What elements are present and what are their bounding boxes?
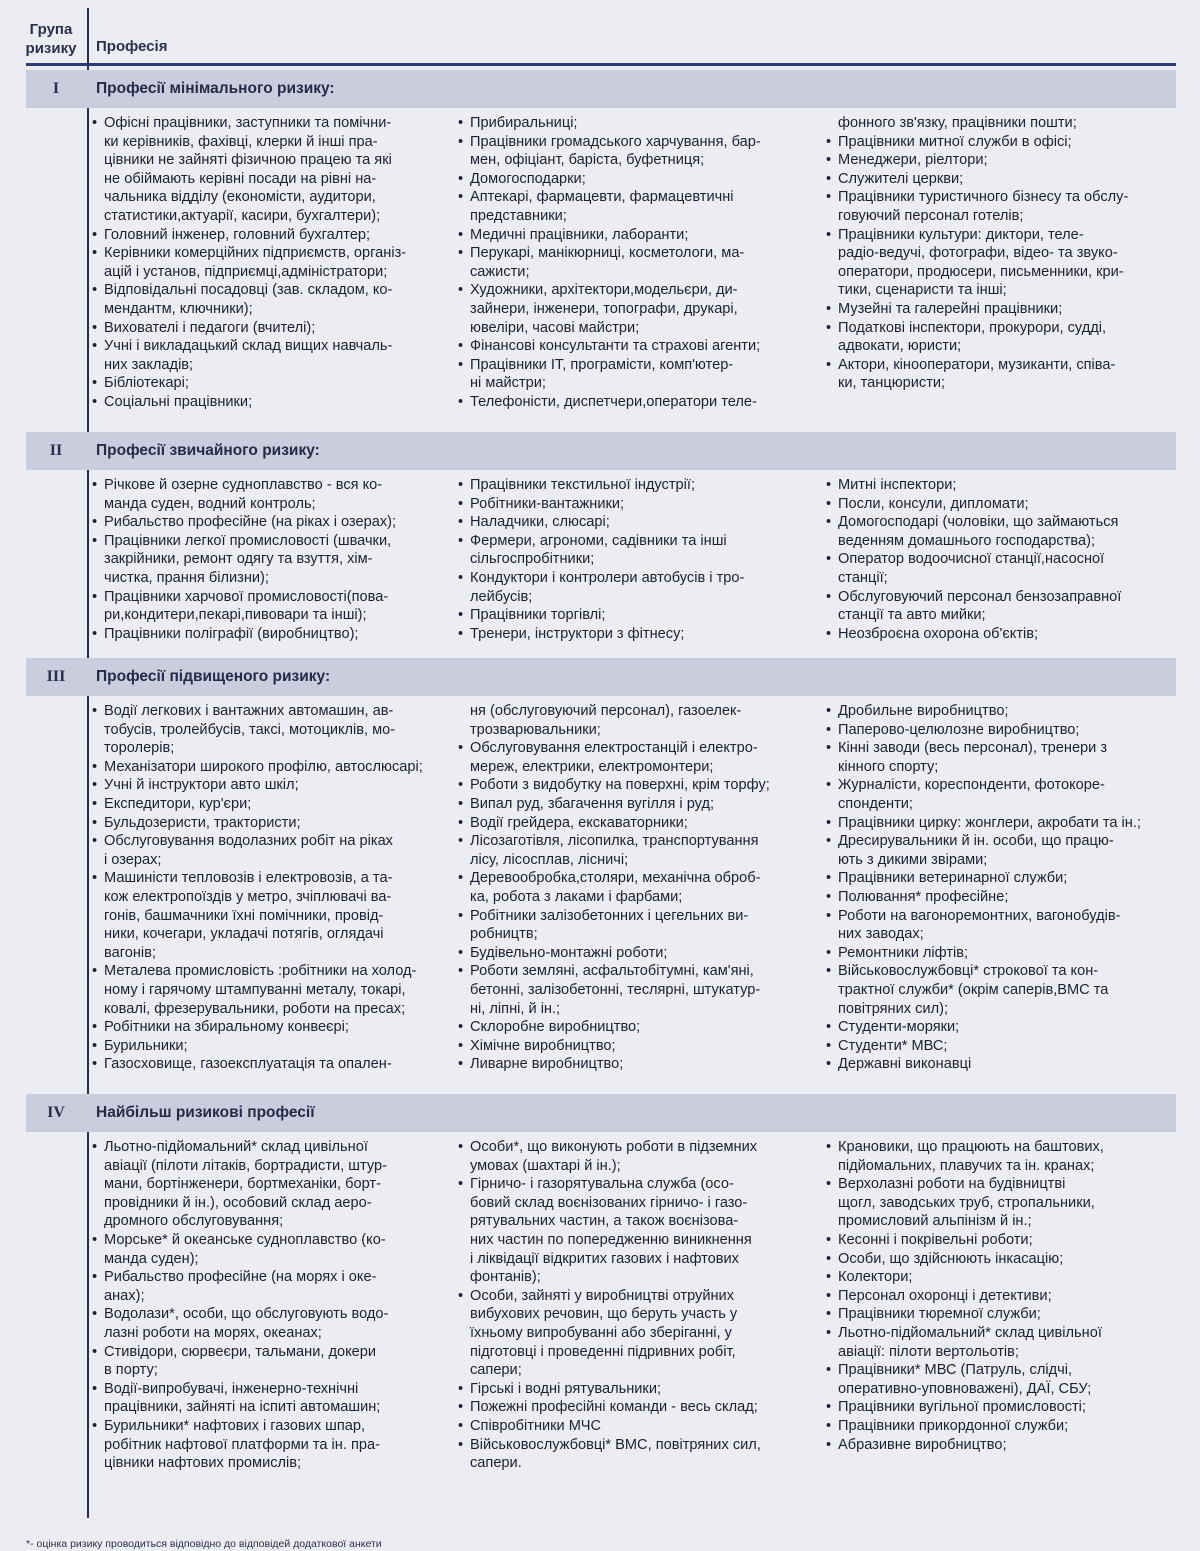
profession-item: • Робітники на збиральному конвеєрі; [92, 1018, 452, 1037]
profession-item: • Працівники ІТ, програмісти, комп'ютер- ні майстри; [458, 356, 820, 393]
profession-item: • Головний інженер, головний бухгалтер; [92, 226, 452, 245]
risk-section-3 [26, 658, 1176, 1073]
profession-item: • Працівники поліграфії (виробництво); [92, 625, 452, 644]
column-1 [92, 702, 452, 1074]
profession-item: • Податкові інспектори, прокурори, судді, адвокати, юристи; [826, 319, 1182, 356]
profession-item: • Працівники туристичного бізнесу та обслу- говуючий персонал готелів; [826, 188, 1182, 225]
section-roman-numeral: I [52, 80, 60, 97]
profession-item: • Кондуктори і контролери автобусів і тро- лейбусів; [458, 569, 820, 606]
profession-item: • Працівники вугільної промисловості; [826, 1398, 1182, 1417]
profession-item: • Працівники харчової промисловості(пова- ри,кондитери,пекарі,пивовари та інші); [92, 588, 452, 625]
profession-item: • Вихователі і педагоги (вчителі); [92, 319, 452, 338]
profession-item: • Митні інспектори; [826, 476, 1182, 495]
profession-item: • Річкове й озерне судноплавство - вся ко- манда суден, водний контроль; [92, 476, 452, 513]
section-band [26, 658, 1176, 696]
profession-item: • Водії-випробувачі, інженерно-технічні працівники, зайняті на іспиті автомашин; [92, 1380, 452, 1417]
profession-item: • Актори, кінооператори, музиканти, співа- ки, танцюристи; [826, 356, 1182, 393]
profession-item: • Особи, зайняті у виробництві отруйних вибухових речовин, що беруть участь у їхньому випробуванні або зберіганні, у підготовці і проведенні підривних робіт, сапери; [458, 1287, 820, 1380]
profession-item: • Крановики, що працюють на баштових, підйомальних, плавучих та ін. кранах; [826, 1138, 1182, 1175]
profession-item: • Бурильники* нафтових і газових шпар, робітник нафтової платформи та ін. пра- цівники нафтових промислів; [92, 1417, 452, 1473]
profession-item: • Ливарне виробництво; [458, 1055, 820, 1074]
section-band [26, 432, 1176, 470]
risk-section-1 [26, 70, 1176, 410]
profession-item: • Телефоністи, диспетчери,оператори теле- [458, 393, 820, 412]
profession-item: • Хімічне виробництво; [458, 1037, 820, 1056]
profession-item: • Металева промисловість :робітники на холод- ному і гарячому штампуванні металу, токарі, ковалі, фрезерувальники, роботи на пресах; [92, 962, 452, 1018]
profession-item: • Деревообробка,столяри, механічна оброб- ка, робота з лаками і фарбами; [458, 869, 820, 906]
section-roman-numeral: IV [47, 1104, 65, 1121]
profession-item: • Обслуговуючий персонал бензозаправної станції та авто мийки; [826, 588, 1182, 625]
profession-item: • Працівники прикордонної служби; [826, 1417, 1182, 1436]
section-title: Професії мінімального ризику: [96, 80, 335, 97]
profession-item: • Лісозаготівля, лісопилка, транспортування лісу, лісосплав, лісничі; [458, 832, 820, 869]
section-title: Професії підвищеного ризику: [96, 668, 331, 685]
profession-item: • Обслуговування водолазних робіт на ріках і озерах; [92, 832, 452, 869]
profession-item: • Державні виконавці [826, 1055, 1182, 1074]
profession-item: • Працівники текстильної індустрії; [458, 476, 820, 495]
profession-item: • Робітники залізобетонних і цегельних ви- робництв; [458, 907, 820, 944]
column-3 [826, 1138, 1182, 1454]
profession-item: • Працівники митної служби в офісі; [826, 133, 1182, 152]
header-rule [26, 63, 1176, 66]
profession-item: • Фермери, агрономи, садівники та інші сільгоспробітники; [458, 532, 820, 569]
column-2 [458, 114, 820, 412]
profession-item: • Полювання* професійне; [826, 888, 1182, 907]
profession-item: • Співробітники МЧС [458, 1417, 820, 1436]
column-2 [458, 476, 820, 643]
profession-item: • Домогосподарки; [458, 170, 820, 189]
profession-item: • Обслуговування електростанцій і електро- мереж, електрики, електромонтери; [458, 739, 820, 776]
profession-item: • Працівники культури: диктори, теле- радіо-ведучі, фотографи, відео- та звуко- оператори, продюсери, письменники, кри- тики, сценаристи та інші; [826, 226, 1182, 300]
profession-item: • Льотно-підйомальний* склад цивільної авіації (пілоти літаків, бортрадисти, штур- мани, бортінженери, бортмеханіки, борт- провідники й ін.), особовий склад аеро- дромного обслуговування; [92, 1138, 452, 1231]
header-group-risk: Група ризику [25, 21, 77, 57]
profession-item: • Водії грейдера, екскаваторники; [458, 814, 820, 833]
profession-item: • Офісні працівники, заступники та помічни- ки керівників, фахівці, клерки й інші пра- цівники не зайняті фізичною працею та які не обіймають керівні посади на рівні на- чальника відділу (економісти, аудитори, статистики,актуарії, касири, бухгалтери); [92, 114, 452, 226]
profession-item: • Газосховище, газоексплуатація та опален- [92, 1055, 452, 1074]
profession-item: • Верхолазні роботи на будівництві щогл, заводських труб, стропальники, промисловий альпінізм й ін.; [826, 1175, 1182, 1231]
profession-item: • Аптекарі, фармацевти, фармацевтичні представники; [458, 188, 820, 225]
profession-item: • Бурильники; [92, 1037, 452, 1056]
profession-item: • Перукарі, манікюрниці, косметологи, ма- сажисти; [458, 244, 820, 281]
section-band [26, 1094, 1176, 1132]
profession-item: • Кінні заводи (весь персонал), тренери з кінного спорту; [826, 739, 1182, 776]
profession-item: • Служителі церкви; [826, 170, 1182, 189]
section-band [26, 70, 1176, 108]
column-3 [826, 702, 1182, 1074]
profession-item: • Наладчики, слюсарі; [458, 513, 820, 532]
footnote: *- оцінка ризику проводиться відповідно до відповідей додаткової анкети [26, 1538, 382, 1550]
column-2 [458, 702, 820, 1074]
profession-item: • Кесонні і покрівельні роботи; [826, 1231, 1182, 1250]
profession-item: • Оператор водоочисної станції,насосної станції; [826, 550, 1182, 587]
profession-item: • Механізатори широкого профілю, автослюсарі; [92, 758, 452, 777]
profession-item: • Рибальство професійне (на ріках і озерах); [92, 513, 452, 532]
profession-item: • Дробильне виробництво; [826, 702, 1182, 721]
profession-item: • Бібліотекарі; [92, 374, 452, 393]
profession-item-continuation: фонного зв'язку, працівники пошти; [838, 115, 1077, 131]
profession-item: • Керівники комерційних підприємств, організ- ацій і установ, підприємці,адміністратори; [92, 244, 452, 281]
profession-item: • Пожежні професійні команди - весь склад; [458, 1398, 820, 1417]
profession-item: • Художники, архітектори,модельєри, ди- зайнери, інженери, топографи, друкарі, ювеліри, часові майстри; [458, 281, 820, 337]
column-1 [92, 476, 452, 643]
profession-item-continuation: ня (обслуговуючий персонал), газоелек- трозварювальники; [470, 703, 742, 738]
column-3 [826, 476, 1182, 643]
profession-item: • Учні і викладацький склад вищих навчаль- них закладів; [92, 337, 452, 374]
column-1 [92, 1138, 452, 1473]
profession-item: • Склоробне виробництво; [458, 1018, 820, 1037]
risk-section-2 [26, 432, 1176, 642]
section-roman-numeral: III [46, 668, 66, 685]
column-2 [458, 1138, 820, 1473]
profession-item: • Соціальні працівники; [92, 393, 452, 412]
profession-item: • Військовослужбовці* строкової та кон- трактної служби* (окрім саперів,ВМС та повітряних сил); [826, 962, 1182, 1018]
profession-item: • Студенти-моряки; [826, 1018, 1182, 1037]
profession-item: • Працівники тюремної служби; [826, 1305, 1182, 1324]
profession-item: • Роботи з видобутку на поверхні, крім торфу; [458, 776, 820, 795]
profession-item: • Домогосподарі (чоловіки, що займаються веденням домашнього господарства); [826, 513, 1182, 550]
profession-item: • Посли, консули, дипломати; [826, 495, 1182, 514]
profession-item: • Машиністи тепловозів і електровозів, а та- кож електропоїздів у метро, зчіплювачі ва- гонів, башмачники їхні помічники, провід- ники, кочегари, укладачі потягів, оглядачі вагонів; [92, 869, 452, 962]
header-profession: Професія [96, 38, 168, 55]
profession-item: • Стивідори, сюрвеєри, тальмани, докери в порту; [92, 1343, 452, 1380]
profession-item: • Фінансові консультанти та страхові агенти; [458, 337, 820, 356]
column-1 [92, 114, 452, 412]
profession-item: • Відповідальні посадовці (зав. складом, ко- мендантм, ключники); [92, 281, 452, 318]
profession-item: • Робітники-вантажники; [458, 495, 820, 514]
profession-item: • Тренери, інструктори з фітнесу; [458, 625, 820, 644]
profession-item: • Гірські і водні рятувальники; [458, 1380, 820, 1399]
profession-item: • Колектори; [826, 1268, 1182, 1287]
profession-item: • Паперово-целюлозне виробництво; [826, 721, 1182, 740]
column-divider [87, 8, 89, 1518]
profession-item: • Льотно-підйомальний* склад цивільної авіації: пілоти вертольотів; [826, 1324, 1182, 1361]
profession-item: • Працівники громадського харчування, бар- мен, офіціант, баріста, буфетниця; [458, 133, 820, 170]
profession-item: • Ремонтники ліфтів; [826, 944, 1182, 963]
profession-item: • Працівники ветеринарної служби; [826, 869, 1182, 888]
column-3 [826, 114, 1182, 393]
section-title: Найбільш ризикові професії [96, 1104, 315, 1121]
profession-item: • Бульдозеристи, трактористи; [92, 814, 452, 833]
profession-item: • Водії легкових і вантажних автомашин, ав- тобусів, тролейбусів, таксі, мотоциклів, мо- торолерів; [92, 702, 452, 758]
profession-item: • Випал руд, збагачення вугілля і руд; [458, 795, 820, 814]
profession-item: • Неозброєна охорона об'єктів; [826, 625, 1182, 644]
profession-item: • Студенти* МВС; [826, 1037, 1182, 1056]
profession-item: • Прибиральниці; [458, 114, 820, 133]
profession-item: • Музейні та галерейні працівники; [826, 300, 1182, 319]
profession-item: • Морське* й океанське судноплавство (ко- манда суден); [92, 1231, 452, 1268]
profession-item: • Медичні працівники, лаборанти; [458, 226, 820, 245]
profession-item: • Роботи на вагоноремонтних, вагонобудів- них заводах; [826, 907, 1182, 944]
profession-item: • Дресирувальники й ін. особи, що працю- ють з дикими звірами; [826, 832, 1182, 869]
profession-item: • Персонал охоронці і детективи; [826, 1287, 1182, 1306]
profession-item: • Працівники цирку: жонглери, акробати та ін.; [826, 814, 1182, 833]
profession-item: • Військовослужбовці* ВМС, повітряних сил, сапери. [458, 1436, 820, 1473]
profession-item: • Особи, що здійснюють інкасацію; [826, 1250, 1182, 1269]
profession-item: • Працівники торгівлі; [458, 606, 820, 625]
profession-item: • Експедитори, кур'єри; [92, 795, 452, 814]
profession-item: • Особи*, що виконують роботи в підземних умовах (шахтарі й ін.); [458, 1138, 820, 1175]
profession-item: • Будівельно-монтажні роботи; [458, 944, 820, 963]
profession-item: • Працівники* МВС (Патруль, слідчі, оперативно-уповноважені), ДАЇ, СБУ; [826, 1361, 1182, 1398]
profession-item: • Учні й інструктори авто шкіл; [92, 776, 452, 795]
section-roman-numeral: II [49, 442, 63, 459]
profession-item: • Водолази*, особи, що обслуговують водо- лазні роботи на морях, океанах; [92, 1305, 452, 1342]
profession-item: • Гірничо- і газорятувальна служба (осо- бовий склад воєнізованих гірничо- і газо- рятувальних частин, а також воєнізова- них частин по попередженню виникнення і ліквідації відкритих газових і нафтових фонтанів); [458, 1175, 820, 1287]
profession-item: • Менеджери, ріелтори; [826, 151, 1182, 170]
profession-item: • Працівники легкої промисловості (швачки, закрійники, ремонт одягу та взуття, хім- чистка, прання білизни); [92, 532, 452, 588]
profession-item: • Роботи земляні, асфальтобітумні, кам'яні, бетонні, залізобетонні, теслярні, штукатур- ні, ліпні, й ін.; [458, 962, 820, 1018]
risk-section-4 [26, 1094, 1176, 1472]
section-title: Професії звичайного ризику: [96, 442, 320, 459]
profession-item: • Рибальство професійне (на морях і оке- анах); [92, 1268, 452, 1305]
profession-item: • Абразивне виробництво; [826, 1436, 1182, 1455]
profession-item: • Журналісти, кореспонденти, фотокоре- спонденти; [826, 776, 1182, 813]
